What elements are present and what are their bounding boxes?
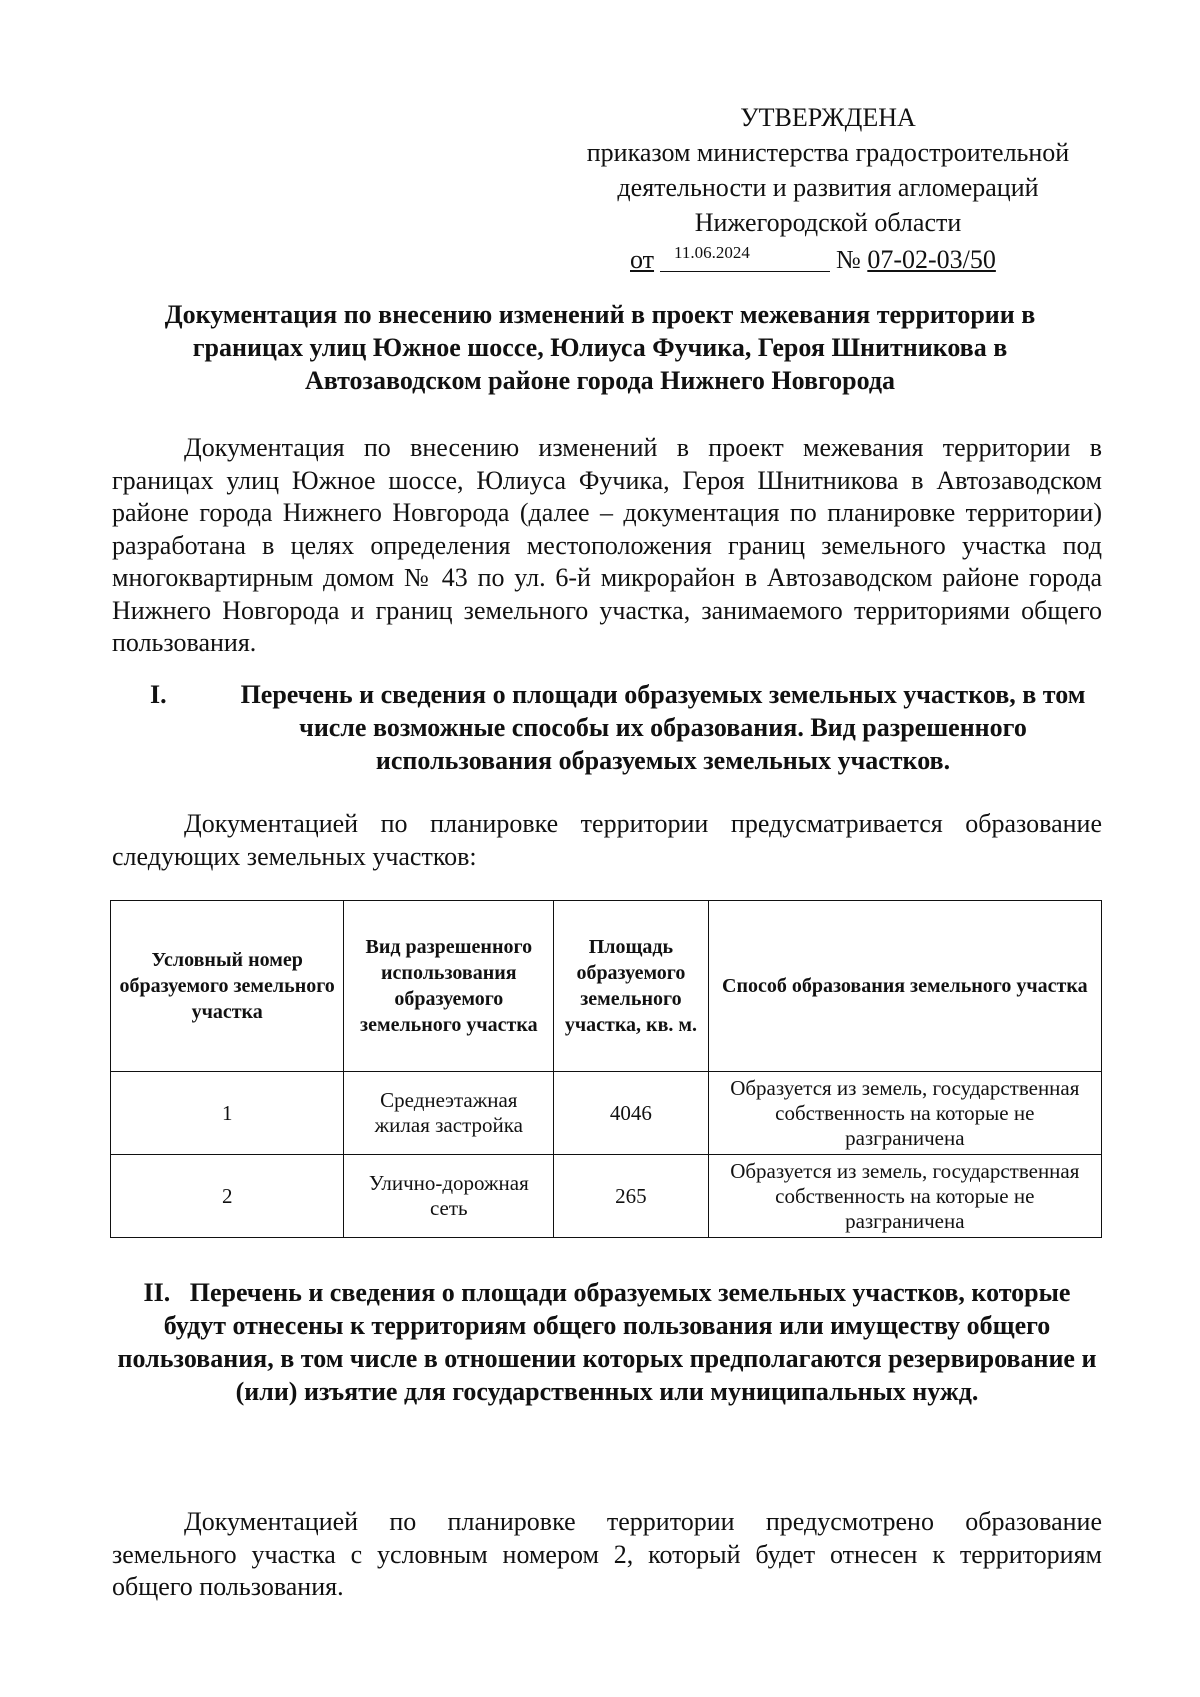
table-row (111, 1072, 1102, 1155)
cell-formation-method: Образуется из земель, государственная собственность на которые не разграничена (708, 1155, 1101, 1238)
land-plots-table (110, 900, 1102, 1238)
approval-line-3: Нижегородской области (694, 208, 962, 237)
order-reference (548, 242, 1108, 278)
section-2-heading (112, 1276, 1102, 1408)
section-2-paragraph: Документацией по планировке территории предусмотрено образование земельного участка с условным номером 2, который будет отнесен к территориям общего пользования. (112, 1507, 1102, 1601)
section-1-numeral: I. (150, 680, 167, 709)
approval-block (548, 100, 1108, 278)
section-1-heading-text: Перечень и сведения о площади образуемых земельных участков, в том числе возможные способы их образования. Вид разрешенного использования образуемых земельных участков. (240, 680, 1086, 775)
cell-area: 4046 (554, 1072, 708, 1155)
order-date: 11.06.2024 (660, 242, 830, 272)
cell-permitted-use: Среднеэтажная жилая застройка (344, 1072, 554, 1155)
table-row (111, 1155, 1102, 1238)
section-2-numeral: II. (143, 1278, 171, 1307)
cell-plot-number: 1 (111, 1072, 344, 1155)
header-permitted-use: Вид разрешенного использования образуемого земельного участка (344, 901, 554, 1072)
order-number-label: № (836, 245, 861, 274)
document-title: Документация по внесению изменений в проект межевания территории в границах улиц Южное шоссе, Юлиуса Фучика, Героя Шнитникова в Автозаводском районе города Нижнего Новгорода (164, 300, 1036, 395)
order-ot-label: от (630, 245, 655, 274)
order-number: 07-02-03/50 (867, 245, 996, 274)
approval-line-1: приказом министерства градостроительной (586, 138, 1070, 167)
intro-paragraph: Документация по внесению изменений в проект межевания территории в границах улиц Южное шоссе, Юлиуса Фучика, Героя Шнитникова в Автозаводском районе города Нижнего Новгорода (далее – документация по планировке территории) разработана в целях определения местоположения границ земельного участка под многоквартирным домом № 43 по ул. 6-й микрорайон в Автозаводском районе города Нижнего Новгорода и границ земельного участка, занимаемого территориями общего пользования. (112, 433, 1102, 657)
approval-line-2: деятельности и развития агломераций (617, 173, 1039, 202)
cell-formation-method: Образуется из земель, государственная собственность на которые не разграничена (708, 1072, 1101, 1155)
approval-status: УТВЕРЖДЕНА (740, 103, 916, 132)
table-header-row (111, 901, 1102, 1072)
section-1-paragraph: Документацией по планировке территории предусматривается образование следующих земельных участков: (112, 809, 1102, 871)
cell-permitted-use: Улично-дорожная сеть (344, 1155, 554, 1238)
cell-plot-number: 2 (111, 1155, 344, 1238)
header-plot-number: Условный номер образуемого земельного участка (111, 901, 344, 1072)
header-formation-method: Способ образования земельного участка (708, 901, 1101, 1072)
header-area: Площадь образуемого земельного участка, кв. м. (554, 901, 708, 1072)
section-2-heading-text: Перечень и сведения о площади образуемых земельных участков, которые будут отнесены к территориям общего пользования или имуществу общего пользования, в том числе в отношении которых предполагаются резервирование и (или) изъятие для государственных или муниципальных нужд. (117, 1278, 1097, 1406)
order-number-group (836, 242, 996, 277)
cell-area: 265 (554, 1155, 708, 1238)
section-1-heading (150, 678, 1100, 777)
